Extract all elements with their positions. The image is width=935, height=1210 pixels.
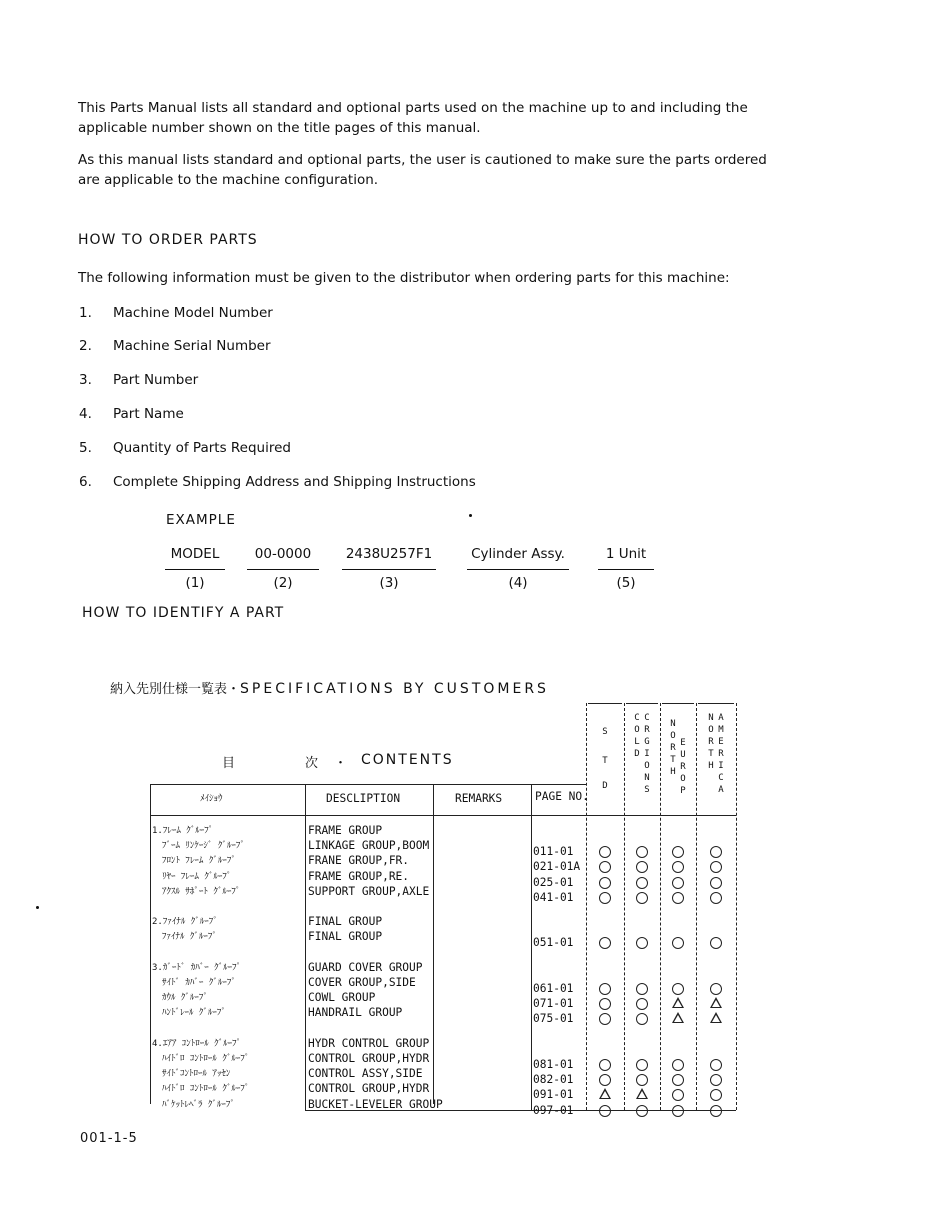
list-item-text: Part Name [113,406,184,422]
availability-circle [710,861,722,873]
column-header-letter: H [670,767,676,777]
availability-circle [599,1105,611,1117]
availability-circle [710,983,722,995]
table-column-rule [660,703,661,1110]
availability-circle [710,892,722,904]
column-header-letter: D [602,781,608,791]
example-value: 00-0000 [254,546,312,562]
availability-circle [710,1059,722,1071]
spec-title [110,678,549,697]
spec-column-cap [662,703,694,704]
column-header-letter: U [680,750,686,760]
column-header-letter: C [634,713,640,723]
availability-circle [636,1074,648,1086]
row-page-number: 075-01 [533,1012,574,1026]
header-page-no: PAGE NO. [535,790,589,803]
column-header-letter: G [644,737,650,747]
availability-circle [636,937,648,949]
list-item-number: 3. [79,372,92,388]
column-header-letter: O [680,774,686,784]
row-japanese-name: 1.ﾌﾚｰﾑ ｸﾞﾙｰﾌﾟ [152,826,214,836]
spec-title-sep: ・ [227,682,241,697]
row-japanese-name: 4.ｴｱｱ ｺﾝﾄﾛｰﾙ ｸﾞﾙｰﾌﾟ [152,1038,242,1049]
availability-circle [599,1074,611,1086]
availability-circle [672,1059,684,1071]
order-lead: The following information must be given to the distributor when ordering parts for this machine: [78,270,730,286]
row-page-number: 011-01 [533,845,574,859]
row-page-number: 061-01 [533,982,574,995]
footer-page-id: 001-1-5 [80,1131,138,1146]
availability-circle [672,937,684,949]
column-header-letter: T [708,749,714,759]
row-description: HANDRAIL GROUP [308,1006,403,1020]
example-caption: (4) [508,575,528,591]
row-description: GUARD COVER GROUP [308,960,423,974]
list-item-number: 2. [79,338,92,354]
example-underline [165,569,225,570]
availability-circle [710,877,722,889]
column-header-letter: N [708,713,714,723]
example-dot [469,514,472,517]
column-header-letter: A [718,785,724,795]
column-header-letter: T [602,756,608,766]
column-header-letter: O [708,725,714,735]
availability-circle [710,937,722,949]
availability-circle [636,1059,648,1071]
example-value: 1 Unit [605,546,647,562]
column-header-letter: O [634,725,640,735]
row-japanese-name: ﾌﾞｰﾑ ﾘﾝｹｰｼﾞ ｸﾞﾙｰﾌﾟ [162,841,245,852]
availability-circle [672,1089,684,1101]
contents-sep: ・ [334,756,348,771]
row-page-number: 082-01 [533,1073,574,1087]
availability-circle [672,1074,684,1086]
column-header-letter: N [670,719,676,729]
row-japanese-name: ﾊﾝﾄﾞﾚｰﾙ ｸﾞﾙｰﾌﾟ [162,1008,226,1019]
list-item-text: Complete Shipping Address and Shipping Instructions [113,474,476,490]
row-page-number: 091-01 [533,1088,574,1102]
example-value: 2438U257F1 [345,546,433,562]
availability-circle [636,861,648,873]
example-underline [467,569,569,570]
column-header-letter: C [718,773,724,783]
column-header-letter: E [680,738,686,748]
list-item-text: Machine Serial Number [113,338,271,354]
column-header-letter: D [634,749,640,759]
column-header-letter: H [708,761,714,771]
example-underline [342,569,436,570]
list-item-text: Part Number [113,372,199,388]
example-value: MODEL [170,546,220,562]
list-item-number: 1. [79,305,92,321]
row-description: COWL GROUP [308,991,376,1005]
contents-jp-1: 目 [222,756,236,771]
availability-triangle [672,997,684,1008]
availability-triangle [636,1088,648,1099]
availability-circle [636,1013,648,1025]
column-header-letter: L [634,737,640,747]
row-page-number: 081-01 [533,1058,574,1071]
column-header-letter: I [718,761,724,771]
intro-paragraph-1: This Parts Manual lists all standard and optional parts used on the machine up to and including the applicable number shown on the title pages of this manual. [78,100,748,136]
row-description: HYDR CONTROL GROUP [308,1036,430,1050]
availability-circle [710,1089,722,1101]
column-header-letter: R [718,749,724,759]
contents-title-en: CONTENTS [361,752,454,768]
table-column-rule [586,703,587,1110]
example-caption: (2) [273,575,293,591]
availability-circle [672,983,684,995]
availability-circle [710,846,722,858]
availability-circle [599,861,611,873]
column-header-letter: N [644,773,650,783]
column-header-letter: I [644,749,650,759]
spec-column-cap [698,703,734,704]
row-description: CONTROL GROUP,HYDR [308,1082,430,1096]
row-description: FRANE GROUP,FR. [308,854,410,868]
table-column-rule [150,784,151,1104]
table-header-rule [150,815,736,816]
row-japanese-name: ﾊｲﾄﾞﾛ ｺﾝﾄﾛｰﾙ ｸﾞﾙｰﾌﾟ [162,1084,250,1095]
row-japanese-name: ﾊﾞｹｯﾄﾚﾍﾞﾗ ｸﾞﾙｰﾌﾟ [162,1099,235,1110]
example-underline [598,569,654,570]
row-description: BUCKET-LEVELER GROUP [308,1097,443,1111]
row-japanese-name: 2.ﾌｧｲﾅﾙ ｸﾞﾙｰﾌﾟ [152,917,218,928]
row-japanese-name: ｻｲﾄﾞｺﾝﾄﾛｰﾙ ｱｯｾﾝ [162,1069,231,1080]
column-header-letter: O [670,731,676,741]
availability-circle [599,877,611,889]
table-top-rule [150,784,586,785]
row-japanese-name: ｱｸｽﾙ ｻﾎﾟｰﾄ ｸﾞﾙｰﾌﾟ [162,886,241,897]
availability-circle [672,1105,684,1117]
availability-circle [636,998,648,1010]
column-header-letter: C [644,713,650,723]
example-value: Cylinder Assy. [471,546,565,562]
header-name: ﾒｲｼｮｳ [200,794,223,804]
availability-circle [599,846,611,858]
row-description: LINKAGE GROUP,BOOM [308,839,430,853]
availability-circle [710,1105,722,1117]
row-japanese-name: ﾌｧｲﾅﾙ ｸﾞﾙｰﾌﾟ [162,932,217,943]
example-caption: (1) [185,575,205,591]
row-page-number: 097-01 [533,1103,574,1117]
availability-circle [672,892,684,904]
row-japanese-name: ﾘﾔｰ ﾌﾚｰﾑ ｸﾞﾙｰﾌﾟ [162,871,232,882]
column-header-letter: A [718,713,724,723]
list-item-number: 4. [79,406,92,422]
availability-circle [636,983,648,995]
availability-circle [599,983,611,995]
header-remarks: REMARKS [455,792,503,805]
table-column-rule [305,784,306,1110]
row-page-number: 041-01 [533,890,574,904]
row-description: SUPPORT GROUP,AXLE [308,884,430,898]
availability-circle [599,998,611,1010]
list-item-number: 5. [79,440,92,456]
row-page-number: 051-01 [533,936,574,950]
column-header-letter: E [718,737,724,747]
row-japanese-name: 3.ｶﾞｰﾄﾞ ｶﾊﾞｰ ｸﾞﾙｰﾌﾟ [152,962,242,973]
availability-circle [672,877,684,889]
row-japanese-name: ﾊｲﾄﾞﾛ ｺﾝﾄﾛｰﾙ ｸﾞﾙｰﾌﾟ [162,1054,250,1064]
column-header-letter: M [718,725,724,735]
table-column-rule [531,784,532,1110]
availability-triangle [599,1088,611,1099]
availability-triangle [710,997,722,1008]
availability-circle [636,1105,648,1117]
column-header-letter: P [680,786,686,796]
example-caption: (3) [379,575,399,591]
table-column-rule [433,784,434,1104]
availability-circle [672,846,684,858]
row-description: FRAME GROUP [308,824,383,837]
column-header-letter: T [670,755,676,765]
availability-circle [599,937,611,949]
margin-mark [36,906,39,909]
example-underline [247,569,319,570]
column-header-letter: S [644,785,650,795]
availability-triangle [710,1012,722,1023]
list-item-number: 6. [79,474,92,490]
row-description: FINAL GROUP [308,915,383,929]
row-description: CONTROL GROUP,HYDR [308,1052,430,1065]
order-heading: HOW TO ORDER PARTS [78,232,258,248]
column-header-letter: R [708,737,714,747]
availability-circle [636,846,648,858]
column-header-letter: R [680,762,686,772]
column-header-letter: S [602,727,608,737]
availability-circle [636,877,648,889]
availability-circle [599,892,611,904]
row-japanese-name: ｶｳﾙ ｸﾞﾙｰﾌﾟ [162,993,208,1004]
availability-circle [672,861,684,873]
example-label: EXAMPLE [166,512,236,528]
contents-jp-2: 次 [305,756,319,771]
row-description: FRAME GROUP,RE. [308,869,410,883]
spec-title-en: SPECIFICATIONS BY CUSTOMERS [240,681,549,697]
availability-circle [636,892,648,904]
column-header-letter: O [644,761,650,771]
table-column-rule [624,703,625,1110]
availability-circle [599,1013,611,1025]
column-header-letter: R [670,743,676,753]
list-item-text: Machine Model Number [113,305,273,321]
column-header-letter: R [644,725,650,735]
row-page-number: 071-01 [533,997,574,1011]
row-page-number: 025-01 [533,875,574,889]
spec-column-cap [626,703,658,704]
row-description: COVER GROUP,SIDE [308,976,416,989]
row-description: CONTROL ASSY,SIDE [308,1067,423,1081]
row-japanese-name: ﾌﾛﾝﾄ ﾌﾚｰﾑ ｸﾞﾙｰﾌﾟ [162,856,236,867]
table-column-rule [736,703,737,1110]
example-caption: (5) [616,575,636,591]
spec-title-jp: 納入先別仕様一覧表 [110,682,228,697]
availability-circle [710,1074,722,1086]
availability-triangle [672,1012,684,1023]
row-page-number: 021-01A [533,860,581,874]
row-japanese-name: ｻｲﾄﾞ ｶﾊﾞｰ ｸﾞﾙｰﾌﾟ [162,978,236,988]
row-description: FINAL GROUP [308,930,383,944]
identify-heading: HOW TO IDENTIFY A PART [82,605,285,621]
intro-paragraph-2: As this manual lists standard and optional parts, the user is cautioned to make sure the parts ordered are applicable to the machine configuration. [78,152,767,188]
table-column-rule [696,703,697,1110]
header-description: DESCLIPTION [326,792,401,805]
spec-column-cap [588,703,622,704]
availability-circle [599,1059,611,1071]
list-item-text: Quantity of Parts Required [113,440,291,456]
